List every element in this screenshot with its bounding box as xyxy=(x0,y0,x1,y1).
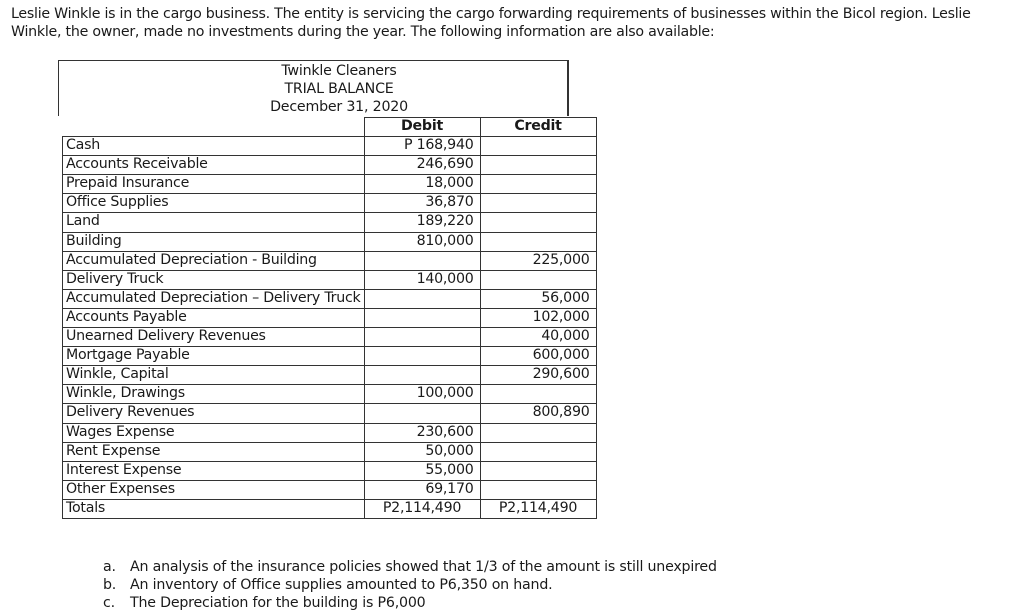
notes-list xyxy=(103,558,717,612)
note-item xyxy=(103,594,717,612)
table-row xyxy=(63,213,597,232)
debit-amount xyxy=(364,404,480,423)
credit-amount xyxy=(480,156,596,175)
table-row xyxy=(63,232,597,251)
debit-amount: 230,600 xyxy=(364,423,480,442)
debit-amount xyxy=(364,328,480,347)
totals-label: Totals xyxy=(63,499,365,518)
credit-amount xyxy=(480,442,596,461)
account-name: Land xyxy=(63,213,365,232)
account-name: Office Supplies xyxy=(63,194,365,213)
account-name: Accumulated Depreciation – Delivery Truck xyxy=(63,289,365,308)
account-name: Mortgage Payable xyxy=(63,347,365,366)
debit-amount xyxy=(364,289,480,308)
debit-amount: 189,220 xyxy=(364,213,480,232)
credit-amount: 600,000 xyxy=(480,347,596,366)
credit-amount xyxy=(480,480,596,499)
table-row xyxy=(63,175,597,194)
debit-amount: 140,000 xyxy=(364,270,480,289)
debit-amount: 100,000 xyxy=(364,385,480,404)
account-column-header xyxy=(63,118,365,137)
account-name: Rent Expense xyxy=(63,442,365,461)
totals-row xyxy=(63,499,597,518)
table-row xyxy=(63,480,597,499)
account-name: Building xyxy=(63,232,365,251)
debit-amount xyxy=(364,308,480,327)
credit-amount: 290,600 xyxy=(480,366,596,385)
account-name: Winkle, Drawings xyxy=(63,385,365,404)
table-row xyxy=(63,308,597,327)
account-name: Delivery Truck xyxy=(63,270,365,289)
table-row xyxy=(63,404,597,423)
table-row xyxy=(63,366,597,385)
table-row xyxy=(63,194,597,213)
account-name: Other Expenses xyxy=(63,480,365,499)
debit-amount: 69,170 xyxy=(364,480,480,499)
account-name: Cash xyxy=(63,137,365,156)
credit-column-header: Credit xyxy=(480,118,596,137)
account-name: Unearned Delivery Revenues xyxy=(63,328,365,347)
table-row xyxy=(63,156,597,175)
credit-amount xyxy=(480,194,596,213)
credit-amount xyxy=(480,461,596,480)
debit-amount: 36,870 xyxy=(364,194,480,213)
table-row xyxy=(63,328,597,347)
debit-column-header: Debit xyxy=(364,118,480,137)
total-credit: P2,114,490 xyxy=(480,499,596,518)
company-name: Twinkle Cleaners xyxy=(281,63,397,79)
credit-amount xyxy=(480,137,596,156)
debit-amount xyxy=(364,251,480,270)
report-date: December 31, 2020 xyxy=(270,99,408,115)
account-name: Delivery Revenues xyxy=(63,404,365,423)
account-name: Accounts Payable xyxy=(63,308,365,327)
debit-amount: 810,000 xyxy=(364,232,480,251)
note-item xyxy=(103,558,717,576)
account-name: Accounts Receivable xyxy=(63,156,365,175)
table-row xyxy=(63,442,597,461)
credit-amount: 225,000 xyxy=(480,251,596,270)
table-row xyxy=(63,137,597,156)
credit-amount: 56,000 xyxy=(480,289,596,308)
debit-amount xyxy=(364,347,480,366)
intro-paragraph: Leslie Winkle is in the cargo business. The entity is servicing the cargo forwarding requirements of businesses within the Bicol region. Leslie Winkle, the owner, made no investments during the year. The following information are also available: xyxy=(11,6,971,40)
note-text: An inventory of Office supplies amounted to P6,350 on hand. xyxy=(130,577,553,593)
debit-amount: P 168,940 xyxy=(364,137,480,156)
credit-amount xyxy=(480,270,596,289)
note-text: The Depreciation for the building is P6,000 xyxy=(130,595,426,611)
table-body xyxy=(63,137,597,519)
credit-amount xyxy=(480,232,596,251)
table-row xyxy=(63,251,597,270)
table-row xyxy=(63,347,597,366)
debit-amount xyxy=(364,366,480,385)
account-name: Prepaid Insurance xyxy=(63,175,365,194)
debit-amount: 50,000 xyxy=(364,442,480,461)
trial-balance-header xyxy=(58,60,569,116)
table-row xyxy=(63,423,597,442)
table-row xyxy=(63,270,597,289)
debit-amount: 18,000 xyxy=(364,175,480,194)
note-text: An analysis of the insurance policies showed that 1/3 of the amount is still unexpired xyxy=(130,559,717,575)
table-row xyxy=(63,461,597,480)
account-name: Interest Expense xyxy=(63,461,365,480)
table-row xyxy=(63,289,597,308)
debit-amount: 246,690 xyxy=(364,156,480,175)
credit-amount: 40,000 xyxy=(480,328,596,347)
credit-amount xyxy=(480,385,596,404)
note-item xyxy=(103,576,717,594)
credit-amount xyxy=(480,213,596,232)
account-name: Accumulated Depreciation - Building xyxy=(63,251,365,270)
account-name: Wages Expense xyxy=(63,423,365,442)
note-label: c. xyxy=(103,595,115,611)
credit-amount: 800,890 xyxy=(480,404,596,423)
total-debit: P2,114,490 xyxy=(364,499,480,518)
debit-amount: 55,000 xyxy=(364,461,480,480)
report-title: TRIAL BALANCE xyxy=(284,81,394,97)
credit-amount: 102,000 xyxy=(480,308,596,327)
note-label: b. xyxy=(103,577,117,593)
credit-amount xyxy=(480,423,596,442)
account-name: Winkle, Capital xyxy=(63,366,365,385)
credit-amount xyxy=(480,175,596,194)
table-header-row xyxy=(63,118,597,137)
trial-balance-table xyxy=(62,117,597,519)
note-label: a. xyxy=(103,559,116,575)
table-row xyxy=(63,385,597,404)
